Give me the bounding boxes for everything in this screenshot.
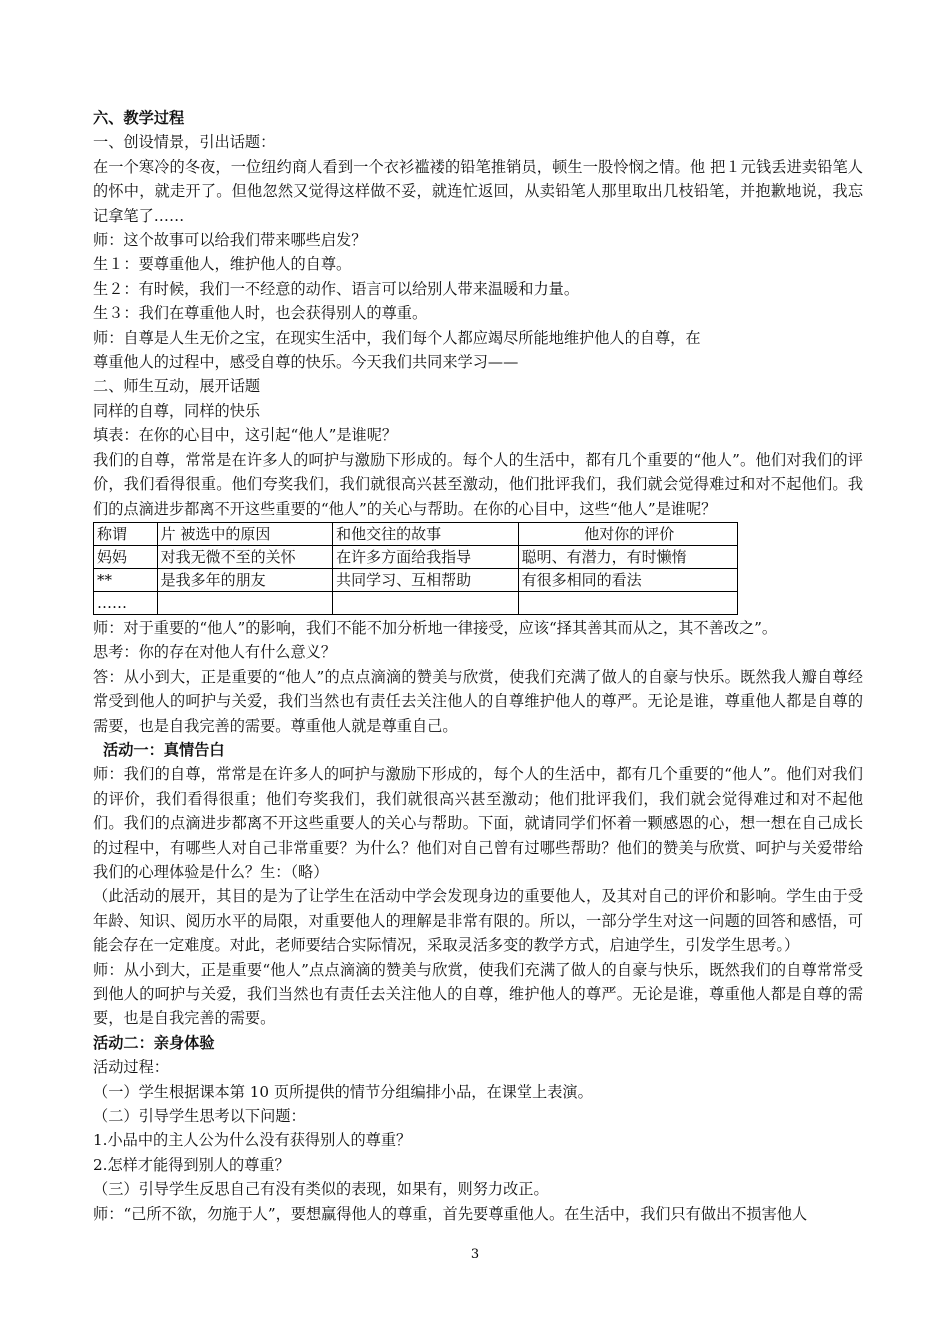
activity1-note: （此活动的展开，其目的是为了让学生在活动中学会发现身边的重要他人，及其对自己的评价和影响。学生由于受年龄、知识、阅历水平的局限，对重要他人的理解是非常有限的。所以，一部分学生对这一问题的回答和感悟，可能会存在一定难度。对此，老师要结合实际情况，采取灵活多变的教学方式，启迪学生，引发学生思考。） [93, 887, 863, 955]
student-answer-1: 生１：要尊重他人，维护他人的自尊。 [93, 255, 352, 274]
student-answer-3: 生３：我们在尊重他人时，也会获得别人的尊重。 [93, 304, 428, 323]
answer-paragraph: 答：从小到大，正是重要的“他人”的点点滴滴的赞美与欣赏，使我们充满了做人的自豪与快乐。既然我人瓣自尊经常受到他人的呵护与关爱，我们当然也有责任去关注他人的自尊维护他人的尊严。无论是谁，尊重他人都是自尊的需要，也是自我完善的需要。尊重他人就是尊重自己。 [93, 667, 863, 735]
table-cell: 聪明、有潜力，有时懒惰 [518, 545, 737, 568]
table-header-cell: 和他交往的故事 [333, 522, 518, 545]
table-row [94, 545, 738, 568]
section-heading: 六、教学过程 [93, 109, 185, 127]
intro-paragraph: 我们的自尊，常常是在许多人的呵护与激励下形成的。每个人的生活中，都有几个重要的“他人”。他们对我们的评价，我们看得很重。他们夸奖我们，我们就很高兴甚至激动，他们批评我们，我们就会觉得难过和对不起他们。我们的点滴进步都离不开这些重要的“他人”的关心与帮助。在你的心目中，这些“他人”是谁呢？ [93, 450, 863, 518]
activity2-title: 活动二：亲身体验 [93, 1033, 215, 1052]
table-cell [333, 591, 518, 614]
table-row [94, 568, 738, 591]
teacher-remark-3: 师：对于重要的“他人”的影响，我们不能不加分析地一律接受，应该“择其善其而从之，其不善改之”。 [93, 618, 778, 637]
page-number: 3 [470, 1247, 480, 1262]
table-header-cell: 他对你的评价 [518, 522, 737, 545]
table-cell [157, 591, 333, 614]
story-paragraph: 在一个寒冷的冬夜，一位纽约商人看到一个衣衫褴褛的铅笔推销员，顿生一股怜悯之情。他 把１元钱丢进卖铅笔人的怀中，就走开了。但他忽然又觉得这样做不妥，就连忙返回，从卖铅笔人那里取出几枝铅笔，并抱歉地说，我忘记拿笔了…… [93, 157, 863, 225]
teacher-remark-1: 师：自尊是人生无价之宝，在现实生活中，我们每个人都应竭尽所能地维护他人的自尊，在 [93, 328, 701, 347]
table-row [94, 591, 738, 614]
table-cell: 共同学习、互相帮助 [333, 568, 518, 591]
activity1-teacher-paragraph: 师：我们的自尊，常常是在许多人的呵护与激励下形成的，每个人的生活中，都有几个重要的“他人”。他们对我们的评价，我们看得很重；他们夸奖我们，我们就很高兴甚至激动；他们批评我们，我们就会觉得难过和对不起他们。我们的点滴进步都离不开这些重要人的关心与帮助。下面，就请同学们怀着一颗感恩的心，想一想在自己成长的过程中，有哪些人对自己非常重要？为什么？他们对自己曾有过哪些帮助？他们的赞美与欣赏、呵护与关爱带给我们的心理体验是什么？生：（略） [93, 765, 863, 881]
table-header-cell: 片 被选中的原因 [157, 522, 333, 545]
section1-title: 一、创设情景，引出话题： [93, 133, 276, 152]
table-header-row [94, 522, 738, 545]
activity2-step-1: （一）学生根据课本第 10 页所提供的情节分组编排小品，在课堂上表演。 [93, 1082, 593, 1101]
teacher-remark-2: 尊重他人的过程中，感受自尊的快乐。今天我们共同来学习—— [93, 353, 519, 372]
table-cell: 在许多方面给我指导 [333, 545, 518, 568]
table-cell: 妈妈 [94, 545, 158, 568]
teacher-question: 师：这个故事可以给我们带来哪些启发？ [93, 231, 367, 250]
activity1-teacher-paragraph-2: 师：从小到大，正是重要“他人”点点滴滴的赞美与欣赏，使我们充满了做人的自豪与快乐，既然我们的自尊常常受到他人的呵护与关爱，我们当然也有责任去关注他人的自尊，维护他人的尊严。无论是谁，尊重他人都是自尊的需要，也是自我完善的需要。 [93, 960, 863, 1028]
activity2-process: 活动过程： [93, 1058, 169, 1077]
table-cell: 是我多年的朋友 [157, 568, 333, 591]
document-body [93, 106, 863, 1226]
section2-subtitle: 同样的自尊，同样的快乐 [93, 401, 261, 420]
table-cell: 对我无微不至的关怀 [157, 545, 333, 568]
table-cell [518, 591, 737, 614]
activity2-step-2: （二）引导学生思考以下问题： [93, 1107, 306, 1126]
activity2-question-2: 2.怎样才能得到别人的尊重？ [93, 1155, 290, 1174]
others-table [93, 522, 738, 615]
table-header-cell: 称谓 [94, 522, 158, 545]
table-cell: …… [94, 591, 158, 614]
table-cell: ** [94, 568, 158, 591]
activity1-title: 活动一：真情告白 [103, 740, 225, 759]
fill-table-prompt: 填表：在你的心目中，这引起“他人”是谁呢？ [93, 426, 398, 445]
think-prompt: 思考：你的存在对他人有什么意义？ [93, 643, 336, 662]
activity2-question-1: 1.小品中的主人公为什么没有获得别人的尊重？ [93, 1131, 412, 1150]
activity2-step-3: （三）引导学生反思自己有没有类似的表现，如果有，则努力改正。 [93, 1180, 549, 1199]
student-answer-2: 生２：有时候，我们一不经意的动作、语言可以给别人带来温暖和力量。 [93, 279, 579, 298]
activity2-teacher-remark: 师：“己所不欲，勿施于人”，要想赢得他人的尊重，首先要尊重他人。在生活中，我们只有做出不损害他人 [93, 1204, 808, 1223]
table-cell: 有很多相同的看法 [518, 568, 737, 591]
section2-title: 二、师生互动，展开话题 [93, 377, 261, 396]
